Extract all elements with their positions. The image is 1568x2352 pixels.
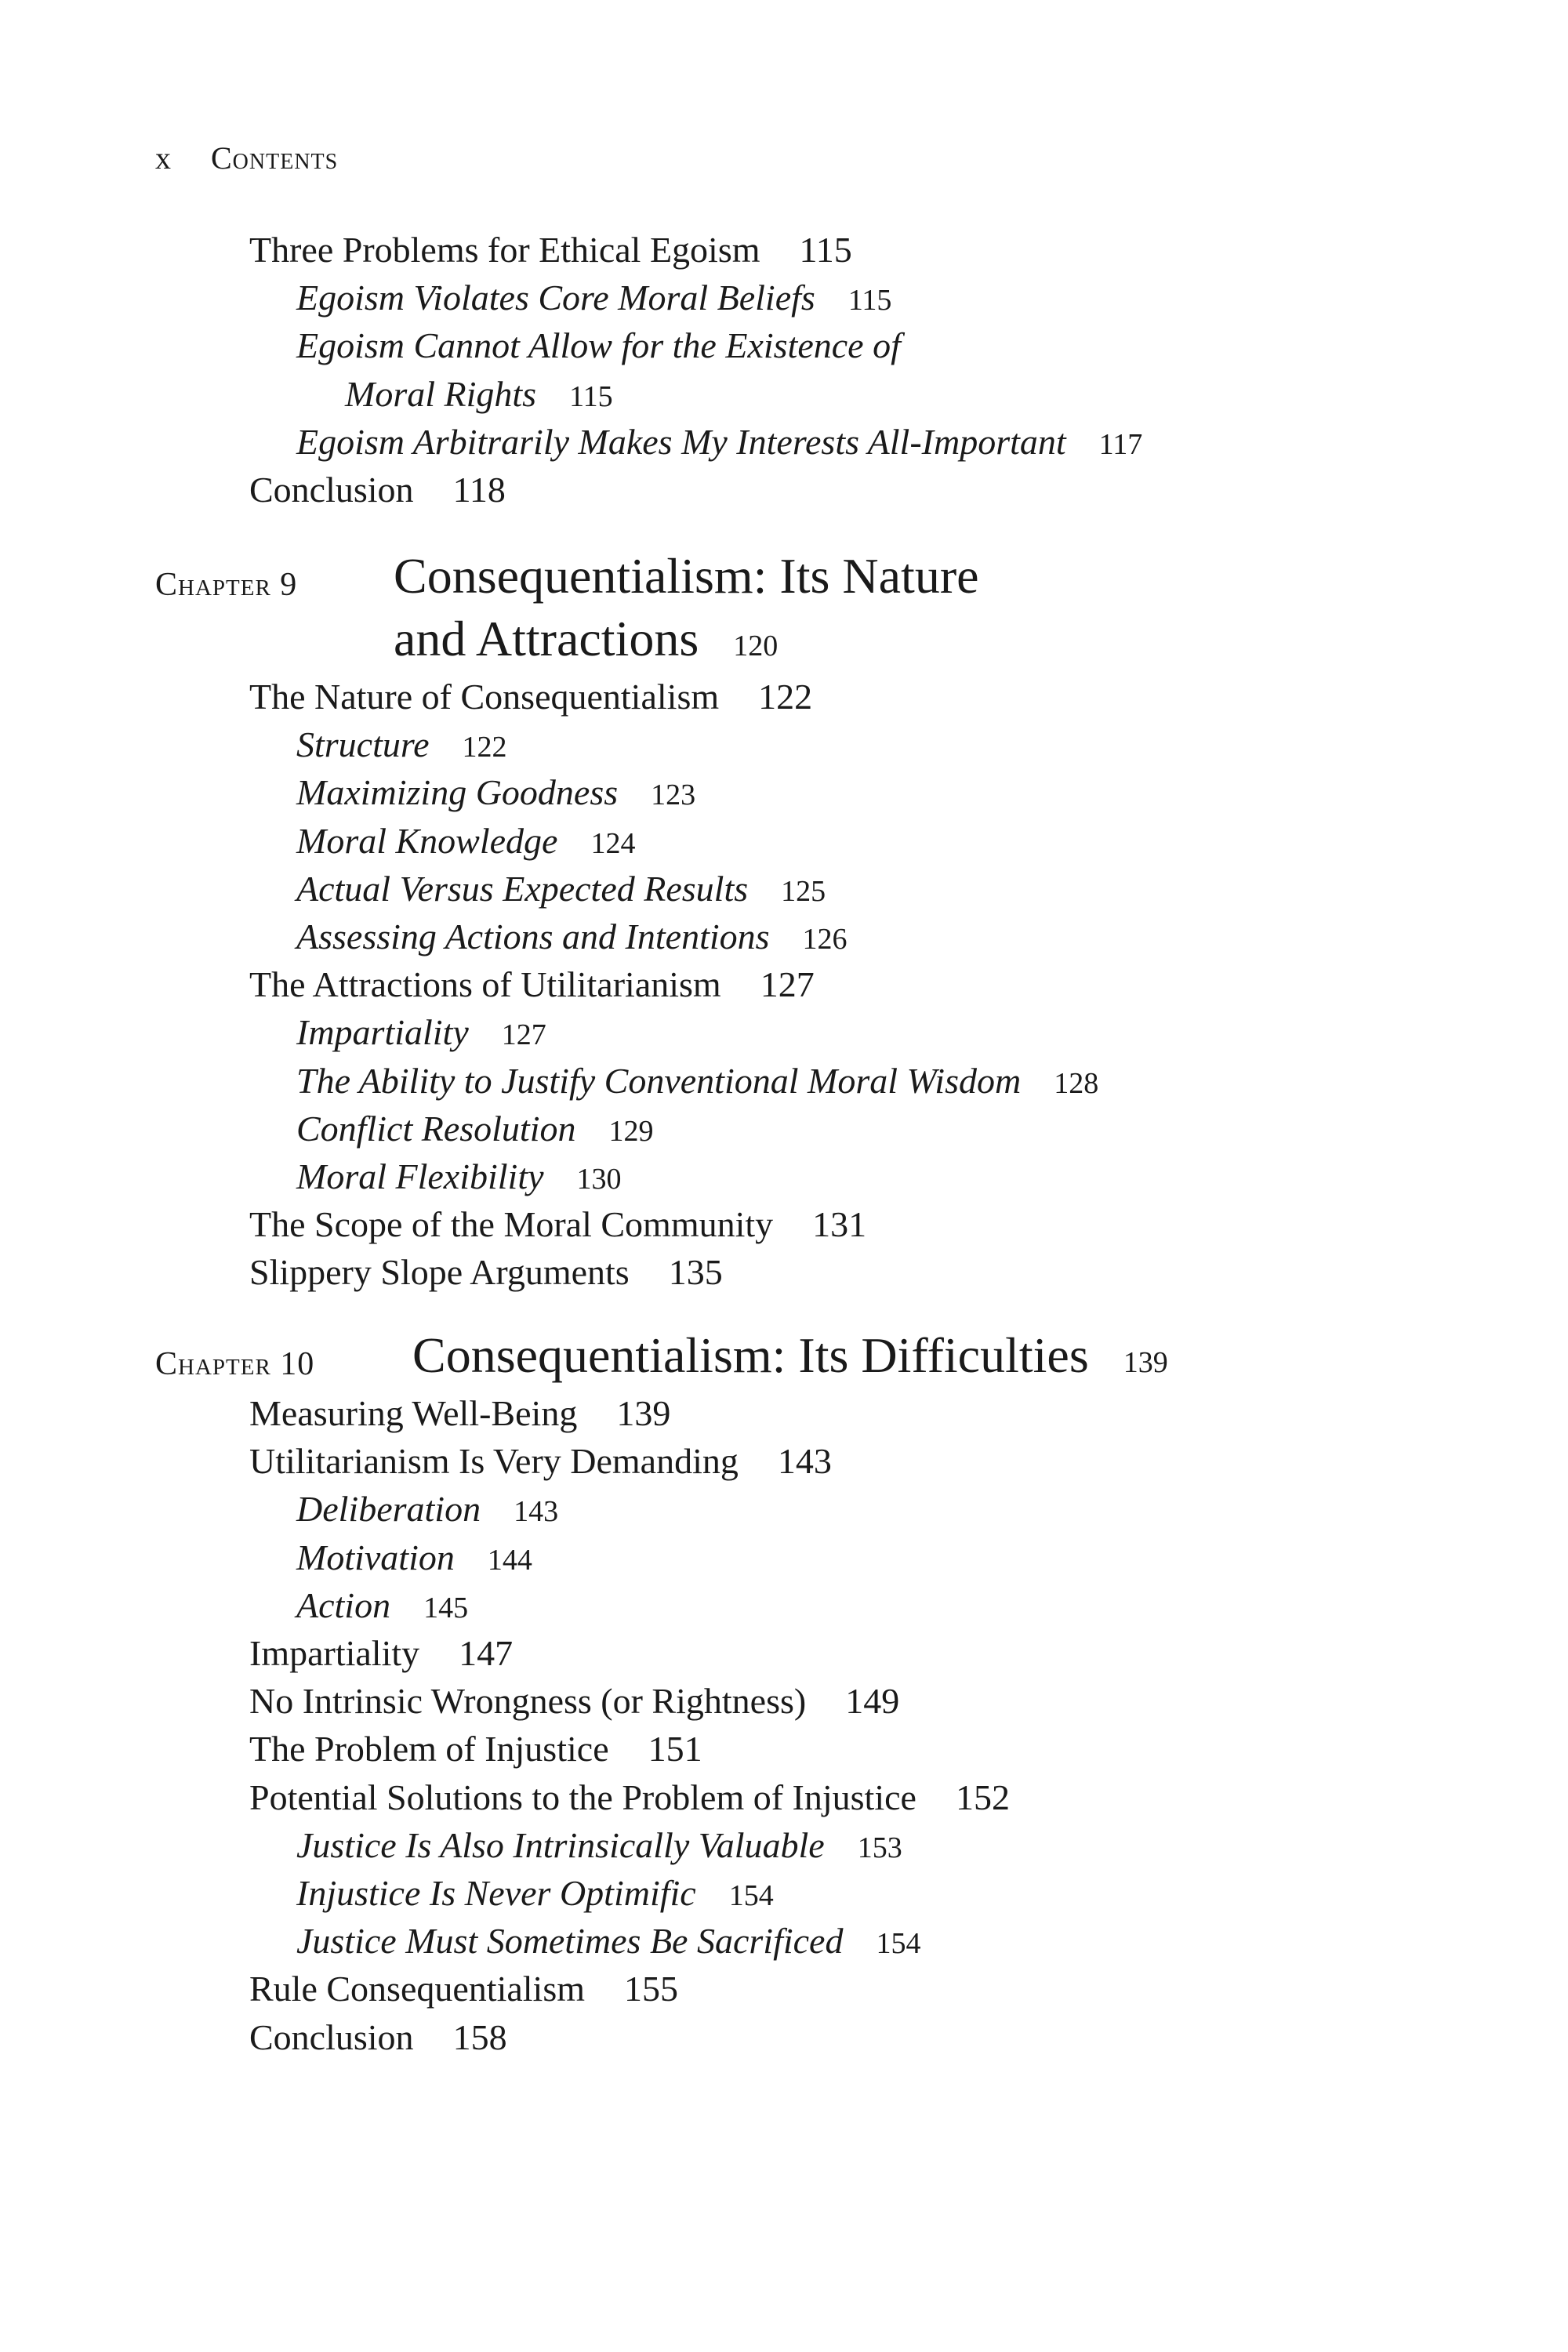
toc-entry[interactable] [249,229,852,270]
toc-entry[interactable] [296,1920,920,1962]
toc-entry[interactable] [249,1777,1010,1818]
toc-entry-page: 149 [845,1681,900,1722]
toc-entry-page: 128 [1054,1066,1099,1100]
toc-entry[interactable] [296,1488,558,1530]
toc-entry[interactable] [249,964,815,1005]
toc-entry-page: 129 [608,1114,654,1148]
toc-entry[interactable] [296,820,635,862]
toc-entry[interactable] [249,1632,513,1674]
toc-entry[interactable] [296,724,507,765]
chapter-9-title[interactable]: Consequentialism: Its Nature [394,548,979,604]
chapter-9-page: 120 [733,630,779,662]
chapter-9-title-line2: and Attractions [394,611,699,666]
toc-entry[interactable] [296,1824,902,1866]
toc-entry-page: 127 [760,964,815,1005]
toc-entry[interactable] [296,868,826,909]
toc-entry[interactable] [249,1203,866,1245]
toc-entry-title: Egoism Violates Core Moral Beliefs [296,278,815,318]
toc-entry-title: Justice Must Sometimes Be Sacrificed [296,1921,844,1962]
toc-entry-title: Conflict Resolution [296,1108,576,1149]
toc-entry-page: 143 [777,1441,832,1482]
toc-entry-page: 155 [624,1969,679,2009]
toc-entry-title: The Nature of Consequentialism [249,677,720,717]
toc-entry-title: Measuring Well-Being [249,1393,578,1433]
toc-entry-page: 143 [514,1495,559,1529]
toc-entry-title: Justice Is Also Intrinsically Valuable [296,1824,825,1865]
chapter-10-label: Chapter 10 [155,1346,315,1382]
toc-entry-page: 154 [876,1927,921,1961]
toc-entry-page: 144 [487,1543,532,1577]
toc-entry-page: 130 [576,1163,622,1196]
toc-entry-title: Rule Consequentialism [249,1969,586,2009]
toc-entry[interactable] [249,1251,723,1293]
toc-entry[interactable] [296,421,1142,463]
toc-entry-title: Motivation [296,1537,455,1577]
toc-entry-title: Injustice Is Never Optimific [296,1873,696,1913]
toc-entry-title: Slippery Slope Arguments [249,1252,630,1293]
chapter-10-title-text: Consequentialism: Its Difficulties [412,1327,1089,1383]
running-head [155,140,338,176]
toc-entry-title: Moral Flexibility [296,1156,544,1196]
toc-entry-page: 131 [812,1204,867,1245]
toc-entry[interactable] [296,1872,774,1914]
toc-entry-page: 115 [799,230,852,270]
toc-entry[interactable] [296,1060,1098,1102]
toc-entry-title: Impartiality [296,1012,469,1053]
toc-entry[interactable] [296,771,695,813]
toc-entry[interactable] [296,1537,532,1578]
toc-entry-title: Actual Versus Expected Results [296,868,749,909]
toc-entry-page: 158 [452,2016,507,2057]
toc-entry-title: Moral Rights [345,373,537,414]
toc-entry[interactable] [249,1392,670,1434]
toc-entry-page: 122 [758,677,813,717]
toc-entry-page: 152 [955,1777,1010,1817]
toc-entry-title: Egoism Cannot Allow for the Existence of [296,325,901,366]
chapter-9-title-continued[interactable] [394,610,778,668]
toc-entry[interactable] [249,1440,832,1482]
toc-entry-page: 122 [462,731,507,764]
toc-entry-page: 127 [501,1018,546,1052]
toc-entry-page: 117 [1098,427,1143,461]
toc-entry-title: The Problem of Injustice [249,1729,609,1769]
toc-entry-title: Moral Knowledge [296,820,558,861]
toc-entry-page: 154 [728,1879,774,1912]
toc-entry-title: Conclusion [249,470,414,510]
toc-entry[interactable] [296,1584,468,1626]
toc-entry-page: 123 [651,779,696,812]
toc-entry-page: 126 [802,923,848,956]
toc-entry-page: 135 [668,1252,723,1293]
toc-entry[interactable] [296,1011,546,1053]
toc-entry-title: Impartiality [249,1633,420,1673]
toc-entry-title: Three Problems for Ethical Egoism [249,230,760,270]
toc-entry-page: 115 [848,284,892,318]
toc-entry-title: Deliberation [296,1489,481,1530]
chapter-10-page: 139 [1123,1346,1168,1379]
toc-entry[interactable] [249,1680,899,1722]
toc-entry-page: 153 [857,1831,902,1864]
toc-entry-title: Conclusion [249,2016,414,2057]
toc-entry[interactable] [296,916,848,957]
toc-entry-page: 118 [452,470,506,510]
toc-entry-title: Structure [296,724,430,765]
toc-entry[interactable] [249,2016,507,2058]
toc-entry-title: The Scope of the Moral Community [249,1204,774,1245]
toc-entry[interactable] [249,1968,678,2009]
toc-entry-title: Utilitarianism Is Very Demanding [249,1441,739,1482]
toc-entry[interactable] [296,1156,622,1197]
toc-entry-page: 151 [648,1729,702,1769]
toc-entry-page: 124 [590,826,636,860]
toc-entry-title: The Attractions of Utilitarianism [249,964,721,1005]
toc-entry[interactable] [296,325,901,366]
toc-entry[interactable] [249,676,812,717]
toc-entry-page: 139 [616,1393,671,1433]
chapter-10-title[interactable] [412,1327,1168,1385]
toc-entry-page: 147 [459,1633,514,1673]
toc-entry-page: 115 [569,379,613,413]
toc-entry-title: Assessing Actions and Intentions [296,916,770,956]
toc-entry[interactable] [249,469,506,510]
toc-entry-title: The Ability to Justify Conventional Moral Wisdom [296,1060,1022,1101]
running-head-section: Contents [211,140,339,176]
toc-entry[interactable] [249,1728,702,1769]
page-folio: x [155,140,172,176]
toc-entry-page: 125 [781,874,826,908]
toc-entry[interactable] [296,277,891,318]
toc-entry[interactable] [296,1108,653,1149]
toc-entry[interactable] [345,373,613,415]
toc-entry-title: Action [296,1584,391,1625]
toc-entry-page: 145 [423,1591,469,1624]
toc-entry-title: No Intrinsic Wrongness (or Rightness) [249,1681,807,1722]
chapter-9-label: Chapter 9 [155,567,298,603]
toc-entry-title: Egoism Arbitrarily Makes My Interests All-Important [296,421,1066,462]
toc-entry-title: Potential Solutions to the Problem of Injustice [249,1777,916,1817]
toc-entry-title: Maximizing Goodness [296,772,619,813]
